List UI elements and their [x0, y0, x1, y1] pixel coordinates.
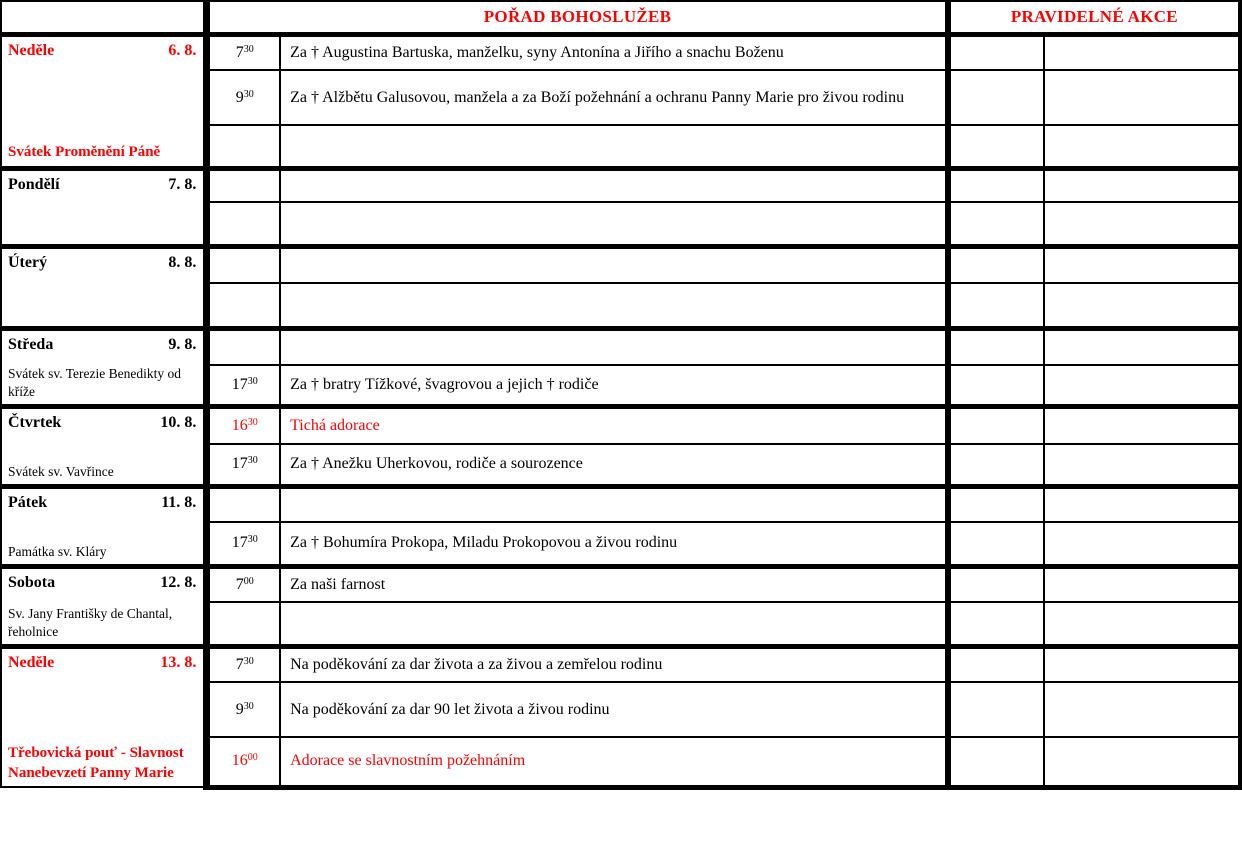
intention-cell [280, 246, 948, 283]
events-cell-1 [948, 365, 1044, 406]
time-cell [207, 246, 280, 283]
day-cell-monday-7-8 [1, 168, 207, 246]
day-head [2, 489, 203, 512]
events-header: PRAVIDELNÉ AKCE [948, 1, 1240, 34]
events-cell-1 [948, 444, 1044, 486]
intention-cell: Za † Anežku Uherkovou, rodiče a sourozence [280, 444, 948, 486]
intention-cell [280, 125, 948, 168]
day-head [2, 37, 203, 60]
day-feast-note: Svátek sv. Terezie Benedikty od kříže [8, 366, 182, 399]
day-cell-saturday-12-8 [1, 566, 207, 646]
day-name: Pátek [8, 493, 48, 511]
intention-cell: Na poděkování za dar 90 let života a živou rodinu [280, 682, 948, 737]
intention-cell: Za † Alžbětu Galusovou, manžela a za Boží požehnání a ochranu Panny Marie pro živou rodinu [280, 70, 948, 125]
intention-cell [280, 486, 948, 522]
events-cell-1 [948, 70, 1044, 125]
intention-cell: Adorace se slavnostním požehnáním [280, 737, 948, 787]
time-cell [207, 522, 280, 566]
time-minutes: 00 [247, 752, 258, 764]
time-minutes: 30 [247, 534, 258, 546]
day-name: Neděle [8, 653, 55, 671]
day-feast-note: Sv. Jany Františky de Chantal, řeholnice [8, 606, 173, 639]
intention-cell [280, 168, 948, 202]
day-cell-thursday-10-8 [1, 406, 207, 486]
time-cell [207, 283, 280, 328]
time-minutes: 30 [243, 700, 254, 712]
events-cell-2 [1044, 34, 1240, 70]
events-cell-2 [1044, 283, 1240, 328]
events-cell-2 [1044, 602, 1240, 646]
time-hour: 16 [231, 752, 248, 770]
time-hour: 17 [231, 375, 248, 393]
time-cell [207, 168, 280, 202]
events-cell-2 [1044, 737, 1240, 787]
events-cell-1 [948, 737, 1044, 787]
day-head [2, 171, 203, 194]
time-cell [207, 646, 280, 682]
day-date: 8. 8. [168, 253, 197, 271]
events-cell-1 [948, 522, 1044, 566]
events-cell-2 [1044, 646, 1240, 682]
corner-cell [1, 1, 207, 34]
intention-cell: Za † Bohumíra Prokopa, Miladu Prokopovou a živou rodinu [280, 522, 948, 566]
events-cell-1 [948, 682, 1044, 737]
events-cell-2 [1044, 70, 1240, 125]
time-minutes: 30 [243, 655, 254, 667]
day-feast-note: Památka sv. Kláry [8, 543, 107, 559]
time-minutes: 00 [243, 575, 254, 587]
time-hour: 7 [235, 43, 244, 61]
events-cell-2 [1044, 444, 1240, 486]
day-date: 6. 8. [168, 41, 197, 59]
events-cell-1 [948, 406, 1044, 444]
intention-cell [280, 283, 948, 328]
services-header: POŘAD BOHOSLUŽEB [207, 1, 948, 34]
intention-cell: Za † Augustina Bartuska, manželku, syny Antonína a Jiřího a snachu Boženu [280, 34, 948, 70]
intention-cell: Za † bratry Tížkové, švagrovou a jejich † rodiče [280, 365, 948, 406]
events-cell-2 [1044, 202, 1240, 246]
events-cell-1 [948, 168, 1044, 202]
day-date: 11. 8. [161, 493, 197, 511]
day-name: Pondělí [8, 175, 60, 193]
events-cell-1 [948, 202, 1044, 246]
day-head [2, 649, 203, 672]
intention-cell: Na poděkování za dar života a za živou a zemřelou rodinu [280, 646, 948, 682]
time-minutes: 30 [243, 43, 254, 55]
time-cell [207, 125, 280, 168]
time-minutes: 30 [247, 455, 258, 467]
time-cell [207, 444, 280, 486]
events-cell-2 [1044, 328, 1240, 365]
time-hour: 16 [231, 416, 248, 434]
events-cell-2 [1044, 406, 1240, 444]
day-name: Neděle [8, 41, 55, 59]
day-cell-friday-11-8 [1, 486, 207, 566]
time-hour: 9 [235, 700, 244, 718]
day-date: 13. 8. [160, 653, 197, 671]
time-cell [207, 486, 280, 522]
time-cell [207, 365, 280, 406]
events-cell-2 [1044, 486, 1240, 522]
time-cell [207, 70, 280, 125]
day-feast-note: Třebovická pouť - Slavnost Nanebevzetí Panny Marie [8, 744, 184, 781]
events-cell-1 [948, 566, 1044, 602]
time-cell [207, 202, 280, 246]
events-cell-1 [948, 283, 1044, 328]
day-cell-tuesday-8-8 [1, 246, 207, 328]
intention-cell [280, 202, 948, 246]
events-cell-2 [1044, 522, 1240, 566]
day-date: 10. 8. [160, 413, 197, 431]
events-cell-1 [948, 646, 1044, 682]
day-cell-sunday-6-8 [1, 34, 207, 168]
events-cell-2 [1044, 682, 1240, 737]
day-cell-sunday-13-8 [1, 646, 207, 787]
time-hour: 17 [231, 455, 248, 473]
day-date: 7. 8. [168, 175, 197, 193]
time-minutes: 30 [247, 375, 258, 387]
time-cell [207, 682, 280, 737]
intention-cell: Za naši farnost [280, 566, 948, 602]
day-cell-wednesday-9-8 [1, 328, 207, 406]
events-cell-2 [1044, 566, 1240, 602]
day-feast-note: Svátek Proměnění Páně [8, 144, 161, 161]
events-cell-2 [1044, 168, 1240, 202]
day-head [2, 249, 203, 272]
time-cell [207, 602, 280, 646]
time-hour: 17 [231, 534, 248, 552]
time-minutes: 30 [243, 88, 254, 100]
events-cell-1 [948, 34, 1044, 70]
time-hour: 7 [235, 655, 244, 673]
day-date: 12. 8. [160, 573, 197, 591]
events-cell-2 [1044, 125, 1240, 168]
day-feast-note: Svátek sv. Vavřince [8, 463, 114, 479]
day-head [2, 331, 203, 354]
day-name: Úterý [8, 253, 48, 271]
events-cell-1 [948, 602, 1044, 646]
intention-cell [280, 328, 948, 365]
day-name: Sobota [8, 573, 56, 591]
day-date: 9. 8. [168, 335, 197, 353]
time-hour: 7 [235, 575, 244, 593]
time-hour: 9 [235, 88, 244, 106]
time-cell [207, 34, 280, 70]
events-cell-1 [948, 125, 1044, 168]
time-cell [207, 737, 280, 787]
events-cell-2 [1044, 246, 1240, 283]
events-cell-1 [948, 486, 1044, 522]
intention-cell: Tichá adorace [280, 406, 948, 444]
events-cell-1 [948, 246, 1044, 283]
events-cell-1 [948, 328, 1044, 365]
time-cell [207, 406, 280, 444]
intention-cell [280, 602, 948, 646]
day-head [2, 569, 203, 592]
events-cell-2 [1044, 365, 1240, 406]
day-head [2, 409, 203, 432]
time-cell [207, 566, 280, 602]
time-minutes: 30 [247, 416, 258, 428]
day-name: Čtvrtek [8, 413, 62, 431]
day-name: Středa [8, 335, 54, 353]
time-cell [207, 328, 280, 365]
